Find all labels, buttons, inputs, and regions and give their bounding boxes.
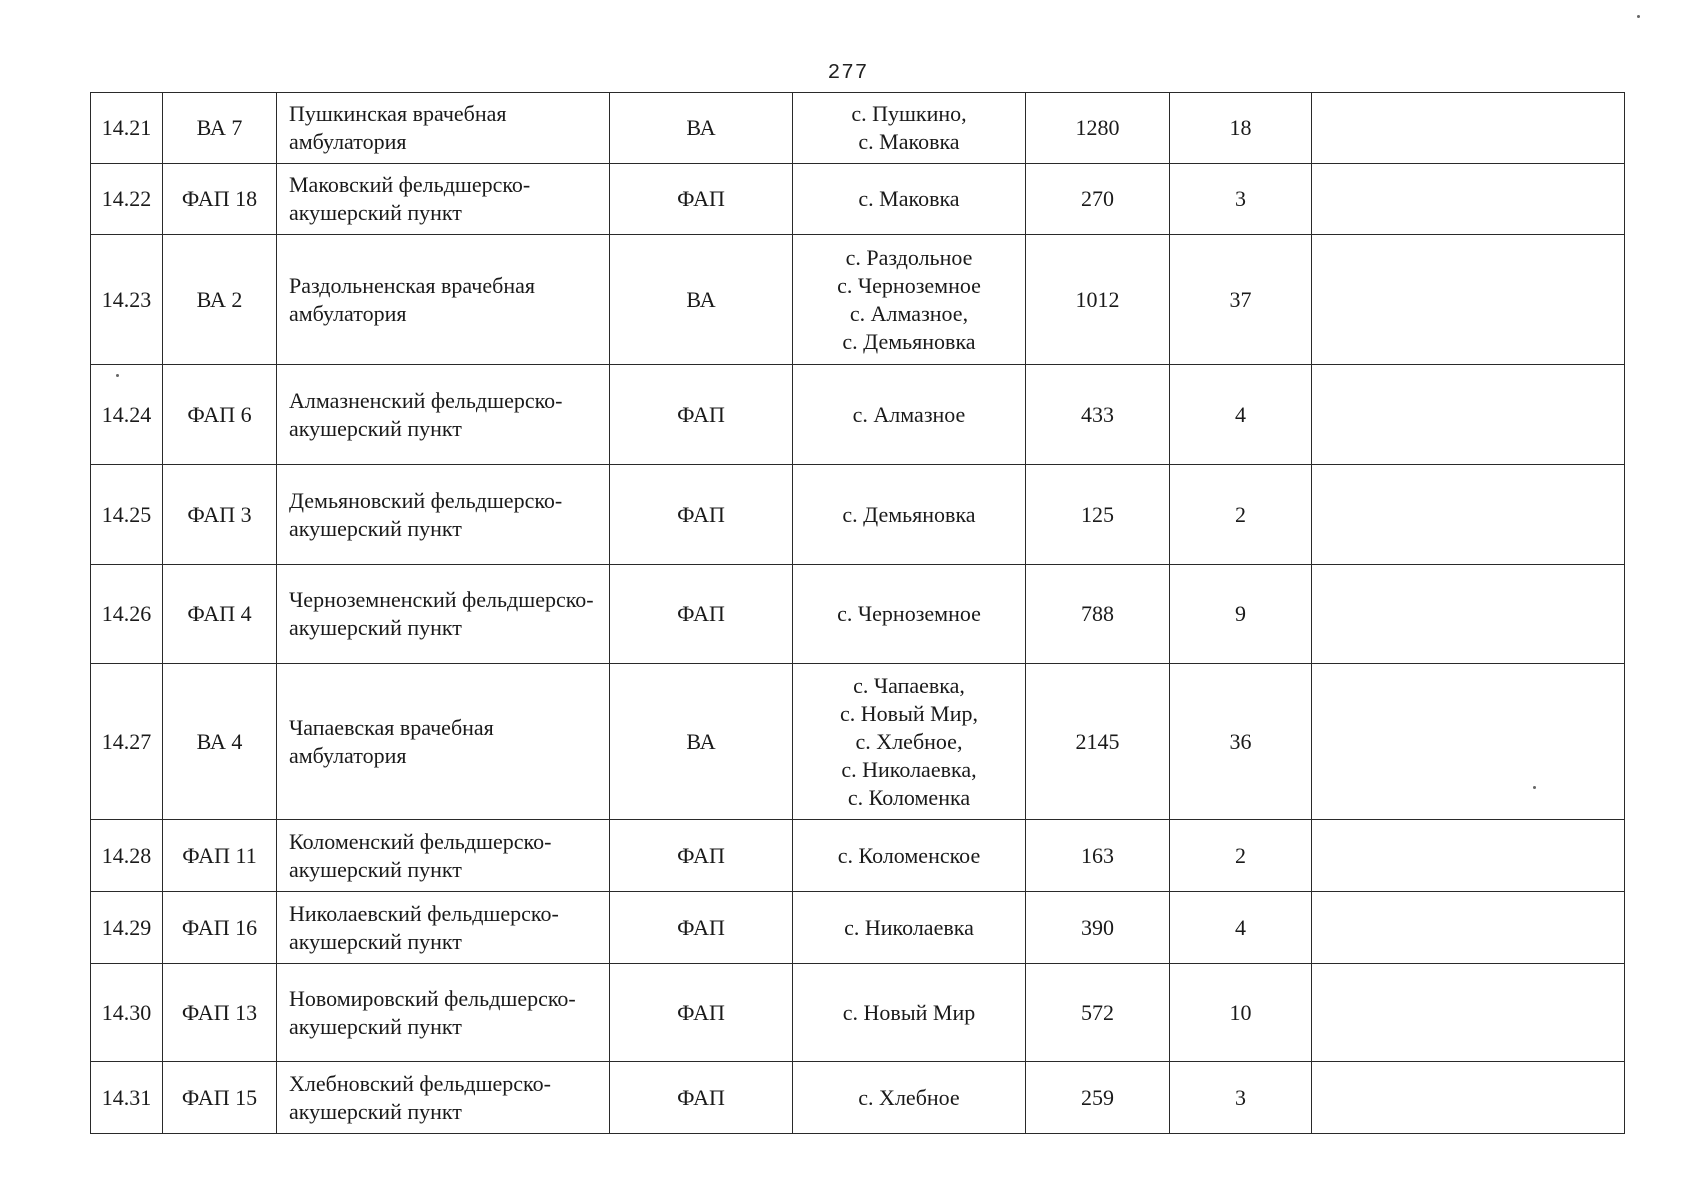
table-row (91, 892, 1625, 964)
facility-name-cell: Алмазненский фельдшерско-акушерский пункт (277, 365, 610, 465)
row-number-cell: 14.29 (91, 892, 163, 964)
facility-name-cell: Чапаевская врачебная амбулатория (277, 664, 610, 820)
facility-code-cell: ФАП 15 (163, 1062, 277, 1134)
locality-line: с. Черноземное (837, 601, 981, 626)
locality-line: с. Хлебное (858, 1084, 960, 1110)
locality-line: с. Хлебное, (855, 728, 963, 754)
population-cell: 2145 (1026, 664, 1170, 820)
notes-cell (1312, 892, 1625, 964)
facility-name-cell: Николаевский фельдшерско-акушерский пункт (277, 892, 610, 964)
localities-cell (793, 664, 1026, 820)
table-row (91, 565, 1625, 664)
count-cell: 4 (1170, 892, 1312, 964)
facility-type-cell: ВА (610, 235, 793, 365)
facility-code-cell: ФАП 3 (163, 465, 277, 565)
notes-cell (1312, 664, 1625, 820)
population-cell: 572 (1026, 964, 1170, 1062)
population-cell: 163 (1026, 820, 1170, 892)
population-cell: 125 (1026, 465, 1170, 565)
facility-type-cell: ФАП (610, 1062, 793, 1134)
count-cell: 3 (1170, 1062, 1312, 1134)
population-cell: 433 (1026, 365, 1170, 465)
table-row (91, 1062, 1625, 1134)
localities-cell (793, 93, 1026, 164)
locality-line: с. Маковка (858, 186, 960, 211)
locality-line: с. Алмазное, (849, 300, 969, 326)
localities-cell (793, 892, 1026, 964)
locality-line: с. Коломенское (837, 842, 981, 868)
facility-type-cell: ВА (610, 664, 793, 820)
facility-type-cell: ФАП (610, 820, 793, 892)
facility-code-cell: ФАП 4 (163, 565, 277, 664)
table-row (91, 664, 1625, 820)
facility-name-cell: Новомировский фельдшерско-акушерский пункт (277, 964, 610, 1062)
locality-line: с. Пушкино, (851, 101, 967, 126)
row-number-cell: 14.27 (91, 664, 163, 820)
facility-name-cell: Демьяновский фельдшерско-акушерский пункт (277, 465, 610, 565)
facility-name-cell: Маковский фельдшерско-акушерский пункт (277, 164, 610, 235)
row-number-cell: 14.28 (91, 820, 163, 892)
localities-cell (793, 235, 1026, 365)
facility-code-cell: ФАП 6 (163, 365, 277, 465)
localities-cell (793, 820, 1026, 892)
row-number-cell: 14.31 (91, 1062, 163, 1134)
locality-line: с. Алмазное (852, 401, 966, 427)
facility-type-cell: ФАП (610, 964, 793, 1062)
locality-line: с. Раздольное (845, 244, 973, 270)
count-cell: 18 (1170, 93, 1312, 164)
facility-type-cell: ФАП (610, 365, 793, 465)
count-cell: 10 (1170, 964, 1312, 1062)
notes-cell (1312, 465, 1625, 565)
notes-cell (1312, 964, 1625, 1062)
locality-line: с. Николаевка, (841, 756, 977, 782)
locality-line: с. Новый Мир (842, 999, 976, 1025)
facility-name-cell: Раздольненская врачебная амбулатория (277, 235, 610, 365)
row-number-cell: 14.22 (91, 164, 163, 235)
population-cell: 1012 (1026, 235, 1170, 365)
notes-cell (1312, 164, 1625, 235)
facility-type-cell: ФАП (610, 164, 793, 235)
locality-line: с. Коломенка (847, 784, 971, 810)
locality-line: с. Маковка (858, 129, 960, 154)
locality-line: с. Новый Мир, (840, 700, 978, 726)
localities-cell (793, 964, 1026, 1062)
row-number-cell: 14.30 (91, 964, 163, 1062)
count-cell: 3 (1170, 164, 1312, 235)
table-row (91, 235, 1625, 365)
facility-type-cell: ФАП (610, 565, 793, 664)
row-number-cell: 14.25 (91, 465, 163, 565)
count-cell: 9 (1170, 565, 1312, 664)
localities-cell (793, 565, 1026, 664)
locality-line: с. Демьяновка (842, 501, 976, 527)
table-row (91, 365, 1625, 465)
notes-cell (1312, 235, 1625, 365)
facility-code-cell: ФАП 16 (163, 892, 277, 964)
facility-type-cell: ФАП (610, 892, 793, 964)
facility-code-cell: ФАП 18 (163, 164, 277, 235)
facility-code-cell: ВА 4 (163, 664, 277, 820)
notes-cell (1312, 93, 1625, 164)
facility-type-cell: ВА (610, 93, 793, 164)
notes-cell (1312, 1062, 1625, 1134)
row-number-cell: 14.24 (91, 365, 163, 465)
notes-cell (1312, 365, 1625, 465)
population-cell: 1280 (1026, 93, 1170, 164)
localities-cell (793, 465, 1026, 565)
facility-name-cell: Хлебновский фельдшерско-акушерский пункт (277, 1062, 610, 1134)
locality-line: с. Черноземное (837, 272, 981, 298)
count-cell: 36 (1170, 664, 1312, 820)
facilities-table (90, 92, 1625, 1134)
localities-cell (793, 365, 1026, 465)
scan-speck (1637, 15, 1640, 18)
facility-code-cell: ВА 2 (163, 235, 277, 365)
count-cell: 2 (1170, 465, 1312, 565)
population-cell: 788 (1026, 565, 1170, 664)
population-cell: 390 (1026, 892, 1170, 964)
facility-name-cell: Коломенский фельдшерско-акушерский пункт (277, 820, 610, 892)
table-row (91, 820, 1625, 892)
row-number-cell: 14.26 (91, 565, 163, 664)
table-row (91, 93, 1625, 164)
scan-speck (1533, 786, 1536, 789)
notes-cell (1312, 565, 1625, 664)
facility-name-cell: Пушкинская врачебная амбулатория (277, 93, 610, 164)
locality-line: с. Николаевка (844, 914, 974, 940)
table-row (91, 465, 1625, 565)
table-row (91, 964, 1625, 1062)
count-cell: 2 (1170, 820, 1312, 892)
row-number-cell: 14.23 (91, 235, 163, 365)
facility-type-cell: ФАП (610, 465, 793, 565)
notes-cell (1312, 820, 1625, 892)
scan-speck (116, 374, 119, 377)
page-number: 277 (827, 62, 869, 85)
count-cell: 4 (1170, 365, 1312, 465)
locality-line: с. Чапаевка, (853, 672, 965, 698)
row-number-cell: 14.21 (91, 93, 163, 164)
population-cell: 259 (1026, 1062, 1170, 1134)
facility-name-cell: Черноземненский фельдшерско-акушерский пункт (277, 565, 610, 664)
localities-cell (793, 164, 1026, 235)
localities-cell (793, 1062, 1026, 1134)
count-cell: 37 (1170, 235, 1312, 365)
facility-code-cell: ВА 7 (163, 93, 277, 164)
facility-code-cell: ФАП 13 (163, 964, 277, 1062)
locality-line: с. Демьяновка (842, 328, 976, 354)
table-row (91, 164, 1625, 235)
facility-code-cell: ФАП 11 (163, 820, 277, 892)
population-cell: 270 (1026, 164, 1170, 235)
